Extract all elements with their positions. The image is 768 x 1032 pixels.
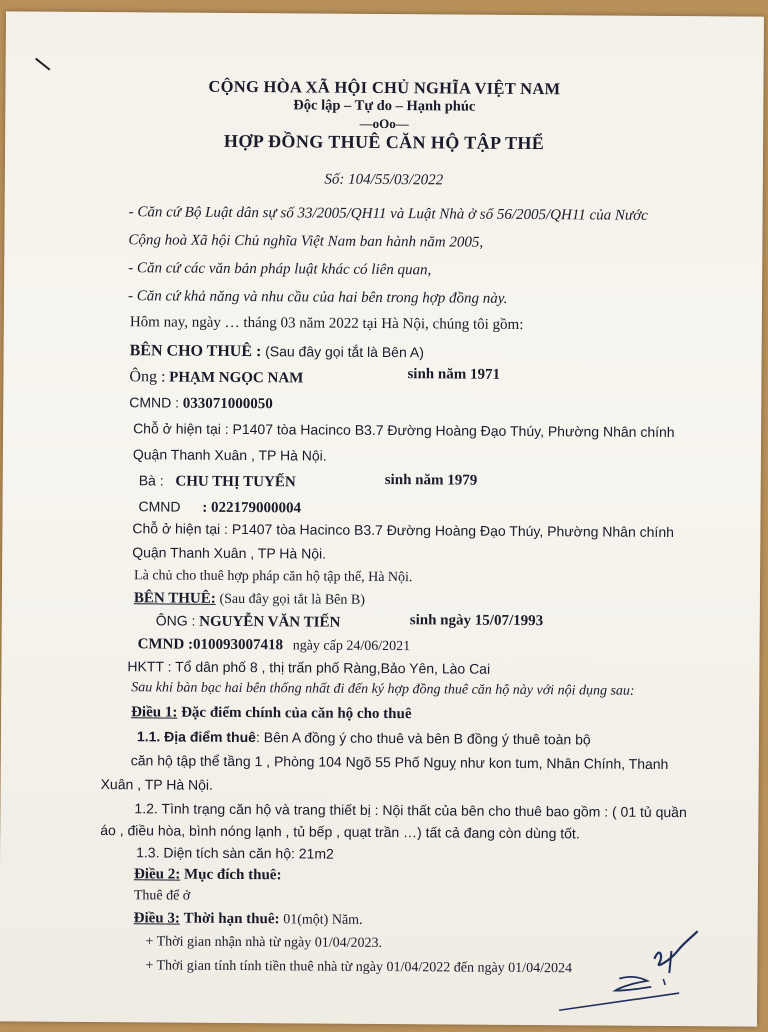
article-label: Điều 2: (133, 866, 181, 883)
number-value: 104/55/03/2022 (348, 171, 444, 189)
birth-label: sinh năm (407, 366, 467, 383)
id-value: : 022179000004 (202, 499, 302, 517)
article3-bullet: + Thời gian tính tính tiền thuê nhà từ ngày 01/04/2022 đến ngày 01/04/2024 (145, 958, 573, 977)
article-title: Đặc điểm chính của căn hộ cho thuê (181, 704, 412, 723)
preamble-line: - Căn cứ Bộ Luật dân sự số 33/2005/QH11 và Luật Nhà ở số 56/2005/QH11 của Nước (128, 204, 648, 224)
preamble-line: - Căn cứ khả năng và nhu cầu của hai bên trong hợp đồng này. (127, 288, 508, 307)
article2-text: Thuê để ở (133, 888, 191, 904)
person1-title: Ông : (129, 368, 166, 386)
ownership-note: Là chủ cho thuê hợp pháp căn hộ tập thể, Hà Nội. (134, 568, 413, 586)
article2-heading (134, 866, 282, 884)
section-1-1 (137, 728, 591, 749)
birth-label: sinh năm (384, 472, 444, 489)
birth-label: sinh ngày (409, 612, 472, 629)
article-value: 01(một) Năm. (283, 912, 363, 928)
person1-row (129, 368, 303, 387)
article-title: Thời hạn thuê: (183, 910, 280, 928)
person2-id (138, 498, 301, 517)
birth-value: 1979 (447, 472, 478, 489)
article3-heading (134, 910, 363, 929)
article1-heading (131, 704, 412, 723)
birth-value: 15/07/1993 (474, 612, 544, 630)
party-a-note: (Sau đây gọi tắt là Bên A) (265, 343, 424, 361)
section-1-2-cont: áo , điều hòa, bình nóng lạnh , tủ bếp , quạt trần …) tất cả đang còn dùng tốt. (100, 822, 580, 842)
person1-birth (407, 366, 500, 384)
intro-line: Hôm nay, ngày … tháng 03 năm 2022 tại Hà Nội, chúng tôi gồm: (129, 314, 524, 333)
party-b-person (156, 612, 341, 631)
pen-mark (35, 58, 50, 71)
id-label: CMND (138, 498, 181, 515)
party-b-birth (410, 612, 544, 630)
id-label: CMND : (137, 636, 194, 653)
party-b-note: (Sau đây gọi tắt là Bên B) (219, 591, 365, 608)
nation-heading: CỘNG HÒA XÃ HỘI CHỦ NGHĨA VIỆT NAM (208, 76, 561, 99)
section-1-3: 1.3. Diện tích sàn căn hộ: 21m2 (136, 844, 334, 862)
issue-date: ngày cấp 24/06/2021 (292, 638, 411, 655)
party-b-title: ÔNG : (155, 612, 196, 629)
number-label: Số: (324, 171, 345, 188)
article-label: Điều 1: (131, 704, 178, 721)
id-value: 033071000050 (182, 395, 273, 413)
party-b-label: BÊN THUÊ: (133, 590, 216, 607)
document-page (0, 11, 764, 1026)
person1-id (129, 394, 273, 413)
person1-address-cont: Quận Thanh Xuân , TP Hà Nội. (132, 446, 327, 464)
preamble-line: Cộng hoà Xã hội Chủ nghĩa Việt Nam ban hành năm 2005, (128, 232, 484, 251)
person1-address: Chỗ ở hiện tại : P1407 tòa Hacinco B3.7 Đường Hoàng Đạo Thúy, Phường Nhân chính (133, 420, 675, 441)
party-b-heading (134, 590, 365, 609)
article-title: Mục đích thuê: (183, 866, 282, 884)
ornament: —oOo— (359, 115, 409, 132)
section-1-2: 1.2. Tình trạng căn hộ và trang thiết bị : Nội thất của bên cho thuê bao gồm : ( 01 tủ quần (134, 800, 687, 821)
person2-row (139, 472, 296, 491)
agreement-line: Sau khi bàn bạc hai bên thống nhất đi đến ký hợp đồng thuê căn hộ này với nội dụng sau: (131, 680, 635, 699)
motto: Độc lập – Tự do – Hạnh phúc (293, 97, 476, 115)
preamble-line: - Căn cứ các văn bản pháp luật khác có liên quan, (128, 260, 432, 279)
person2-address: Chỗ ở hiện tại : P1407 tòa Hacinco B3.7 Đường Hoàng Đạo Thúy, Phường Nhân chính (132, 520, 674, 541)
document-number (5, 169, 763, 191)
person2-address-cont: Quận Thanh Xuân , TP Hà Nội. (132, 544, 327, 562)
section-1-1-cont: căn hộ tập thể tầng 1 , Phòng 104 Ngõ 55 Phố Nguỵ như kon tum, Nhân Chính, Thanh (130, 752, 669, 772)
id-label: CMND : (129, 394, 180, 411)
article3-bullet: + Thời gian nhận nhà từ ngày 01/04/2023. (145, 934, 383, 952)
party-b-id (138, 636, 411, 655)
section-label-text: 1.1. Địa điểm thuê (136, 728, 257, 746)
party-b-hktt: HKTT : Tổ dân phố 8 , thị trấn phố Ràng,Bảo Yên, Lào Cai (127, 658, 491, 677)
person2-birth (385, 472, 478, 490)
document-title: HỢP ĐỒNG THUÊ CĂN HỘ TẬP THỂ (223, 130, 545, 154)
person2-name: CHU THỊ TUYẾN (175, 473, 296, 491)
section-1-1-cont: Xuân , TP Hà Nội. (100, 776, 213, 793)
signature-scribble (559, 920, 750, 1031)
section-label (137, 728, 256, 745)
article-label: Điều 3: (133, 910, 180, 927)
id-value: 010093007418 (192, 636, 284, 654)
person2-title: Bà : (138, 472, 164, 489)
section-text: : Bên A đồng ý cho thuê và bên B đồng ý thuê toàn bộ (255, 729, 591, 748)
party-a-label: BÊN CHO THUÊ : (129, 342, 262, 361)
party-a-heading (130, 342, 424, 362)
person1-name: PHẠM NGỌC NAM (169, 369, 304, 387)
party-b-name: NGUYỄN VĂN TIẾN (199, 613, 341, 631)
birth-value: 1971 (469, 366, 501, 383)
